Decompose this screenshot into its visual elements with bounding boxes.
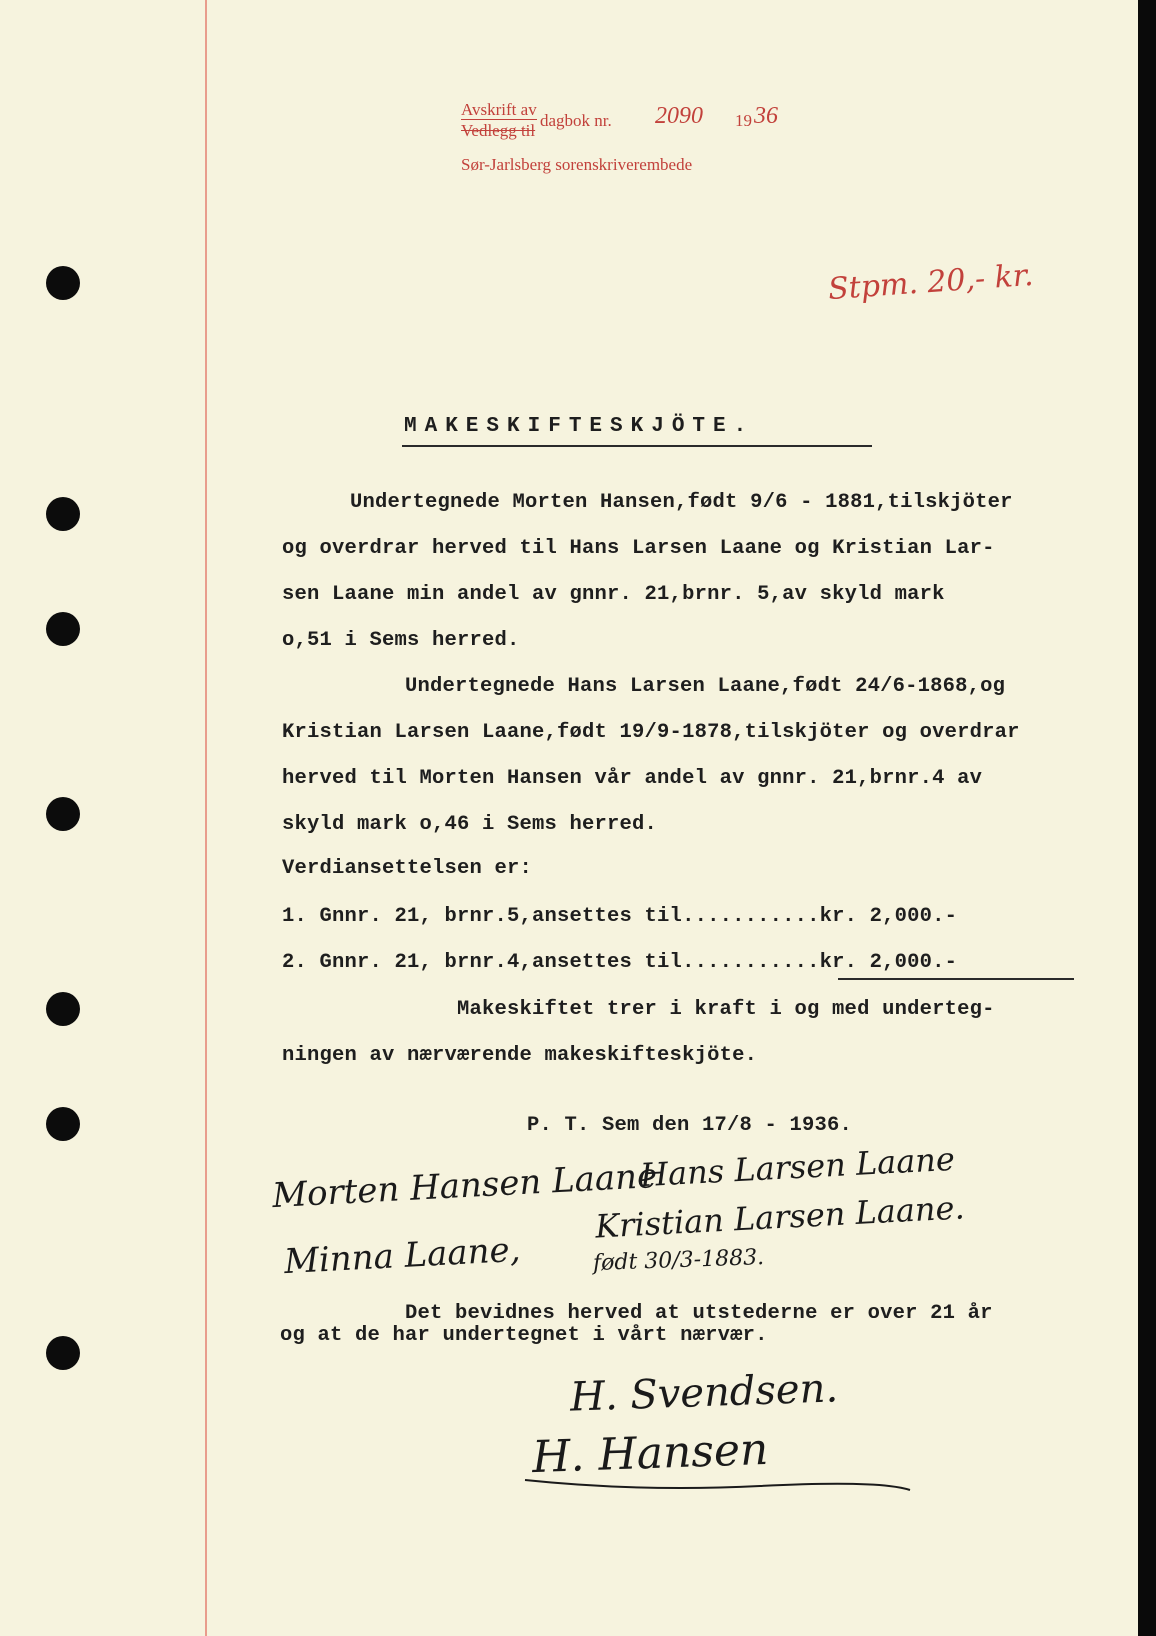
stamp-year-suffix: 36 <box>754 103 778 129</box>
valuation-line: 2. Gnnr. 21, brnr.4,ansettes til...........kr. 2,000.- <box>282 951 958 974</box>
punch-hole <box>46 1107 80 1141</box>
punch-hole <box>46 992 80 1026</box>
signature-kristian-larsen: Kristian Larsen Laane. <box>594 1188 966 1246</box>
body-line: sen Laane min andel av gnnr. 21,brnr. 5,av skyld mark <box>282 583 945 606</box>
margin-line <box>205 0 207 1636</box>
body-line: herved til Morten Hansen vår andel av gnnr. 21,brnr.4 av <box>282 767 983 790</box>
body-line: Undertegnede Hans Larsen Laane,født 24/6-1868,og <box>405 675 1006 698</box>
body-line: Kristian Larsen Laane,født 19/9-1878,tilskjöter og overdrar <box>282 721 1020 744</box>
valuation-line: 1. Gnnr. 21, brnr.5,ansettes til...........kr. 2,000.- <box>282 905 958 928</box>
body-line: o,51 i Sems herred. <box>282 629 520 652</box>
fee-note: Stpm. 20,- kr. <box>827 257 1035 308</box>
attest-line: Det bevidnes herved at utstederne er over 21 år <box>405 1302 993 1325</box>
punch-hole <box>46 797 80 831</box>
punch-hole <box>46 266 80 300</box>
title-underline <box>402 445 872 447</box>
stamp-dagbok-label: dagbok nr. <box>540 111 612 130</box>
body-line: ningen av nærværende makeskifteskjöte. <box>282 1044 758 1067</box>
body-line: Undertegnede Morten Hansen,født 9/6 - 1881,tilskjöter <box>350 491 1013 514</box>
signature-minna-laane: Minna Laane, <box>283 1229 522 1283</box>
document-title: MAKESKIFTESKJÖTE. <box>404 415 755 438</box>
stamp-vedlegg: Vedlegg til <box>461 121 536 140</box>
stamp-year-prefix: 19 <box>735 111 752 130</box>
punch-hole <box>46 612 80 646</box>
body-line: Makeskiftet trer i kraft i og med underteg- <box>457 998 995 1021</box>
signature-hans-larsen: Hans Larsen Laane <box>639 1139 956 1195</box>
sum-underline <box>838 978 1074 980</box>
scan-edge <box>1138 0 1156 1636</box>
stamp-avskrift: Avskrift av <box>461 100 537 119</box>
body-line: og overdrar herved til Hans Larsen Laane og Kristian Lar- <box>282 537 995 560</box>
signature-minna-born: født 30/3-1883. <box>592 1245 765 1276</box>
punch-hole <box>46 497 80 531</box>
place-date-line: P. T. Sem den 17/8 - 1936. <box>527 1114 853 1137</box>
witness-signature-svendsen: H. Svendsen. <box>569 1365 839 1421</box>
stamp-office: Sør-Jarlsberg sorenskriverembede <box>461 155 693 174</box>
signature-morten-hansen: Morten Hansen Laane <box>271 1155 659 1217</box>
signature-flourish <box>520 1440 920 1500</box>
witness-signature-hansen: H. Hansen <box>531 1423 770 1484</box>
attest-line: og at de har undertegnet i vårt nærvær. <box>280 1324 768 1347</box>
punch-hole <box>46 1336 80 1370</box>
stamp-dagbok-number: 2090 <box>655 103 703 129</box>
body-line: Verdiansettelsen er: <box>282 857 533 880</box>
body-line: skyld mark o,46 i Sems herred. <box>282 813 658 836</box>
